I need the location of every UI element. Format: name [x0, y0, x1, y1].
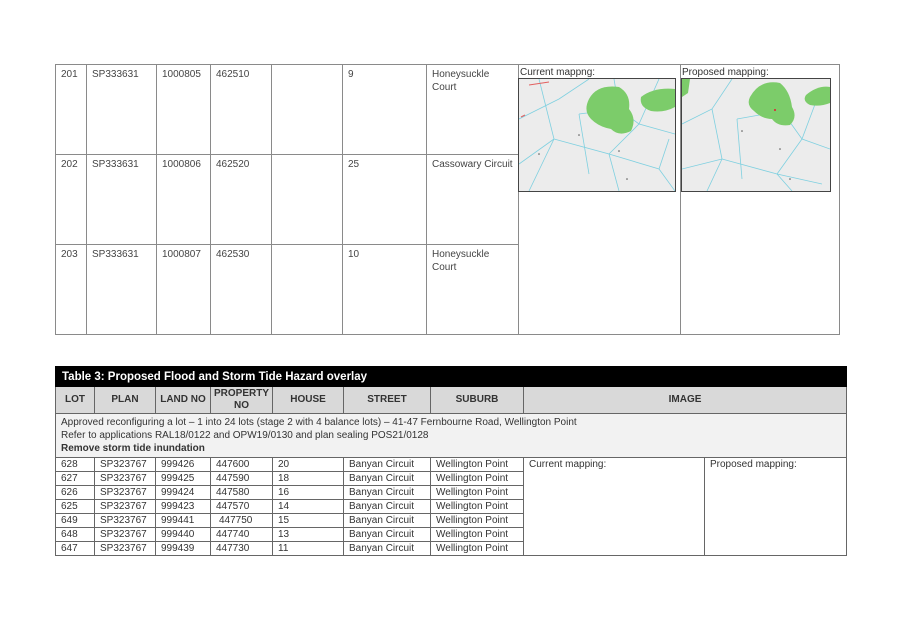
- suburb-cell: Wellington Point: [431, 514, 524, 528]
- land-no-cell: 999426: [156, 458, 211, 472]
- plan-cell: SP333631: [87, 65, 157, 155]
- property-no-cell: 462510: [211, 65, 272, 155]
- plan-cell: SP323767: [95, 500, 156, 514]
- current-map-image: [518, 78, 676, 192]
- plan-cell: SP333631: [87, 155, 157, 245]
- column-header-plan: PLAN: [95, 387, 156, 414]
- plan-cell: SP323767: [95, 528, 156, 542]
- house-cell: 14: [273, 500, 344, 514]
- table-header-row: [56, 387, 847, 414]
- current-map-drawing: [519, 79, 675, 191]
- application-note: [56, 414, 847, 458]
- street-cell: Banyan Circuit: [344, 472, 431, 486]
- house-cell: 13: [273, 528, 344, 542]
- suburb-cell: Wellington Point: [431, 458, 524, 472]
- land-no-cell: 1000806: [157, 155, 211, 245]
- property-no-cell: 462520: [211, 155, 272, 245]
- current-mapping-cell: [524, 458, 705, 556]
- house-cell: 18: [273, 472, 344, 486]
- land-no-cell: 1000805: [157, 65, 211, 155]
- property-no-cell: 462530: [211, 245, 272, 335]
- table-title: Table 3: Proposed Flood and Storm Tide Hazard overlay: [56, 367, 847, 387]
- street-cell: Honeysuckle Court: [427, 245, 519, 335]
- note-line-2: Refer to applications RAL18/0122 and OPW19/0130 and plan sealing POS21/0128: [61, 430, 429, 441]
- suburb-cell: Wellington Point: [431, 542, 524, 556]
- land-no-cell: 999441: [156, 514, 211, 528]
- note-line-1: Approved reconfiguring a lot – 1 into 24 lots (stage 2 with 4 balance lots) – 41-47 Fernbourne Road, Wellington Point: [61, 417, 577, 428]
- note-line-3: Remove storm tide inundation: [61, 443, 205, 454]
- plan-cell: SP323767: [95, 514, 156, 528]
- column-header-house: HOUSE: [273, 387, 344, 414]
- lot-cell: 647: [56, 542, 95, 556]
- table-3: [55, 366, 847, 556]
- house-cell: 25: [343, 155, 427, 245]
- application-note-row: [56, 414, 847, 458]
- lot-cell: 625: [56, 500, 95, 514]
- proposed-map-image: [681, 78, 831, 192]
- plan-cell: SP323767: [95, 542, 156, 556]
- plan-cell: SP323767: [95, 486, 156, 500]
- land-no-cell: 999425: [156, 472, 211, 486]
- column-header-property-no: PROPERTY NO: [211, 387, 273, 414]
- proposed-mapping-cell: [705, 458, 847, 556]
- property-no-cell: 447570: [211, 500, 273, 514]
- column-header-street: STREET: [344, 387, 431, 414]
- empty-cell: [272, 245, 343, 335]
- empty-cell: [272, 155, 343, 245]
- house-cell: 11: [273, 542, 344, 556]
- street-cell: Banyan Circuit: [344, 514, 431, 528]
- suburb-cell: Wellington Point: [431, 528, 524, 542]
- empty-cell: [272, 65, 343, 155]
- proposed-mapping-caption: Proposed mapping:: [710, 459, 797, 470]
- column-header-lot: LOT: [56, 387, 95, 414]
- land-no-cell: 999439: [156, 542, 211, 556]
- lot-cell: 203: [56, 245, 87, 335]
- property-no-cell: 447600: [211, 458, 273, 472]
- plan-cell: SP323767: [95, 472, 156, 486]
- lot-cell: 626: [56, 486, 95, 500]
- plan-cell: SP323767: [95, 458, 156, 472]
- street-cell: Cassowary Circuit: [427, 155, 519, 245]
- property-no-cell: 447740: [211, 528, 273, 542]
- property-no-cell: 447750: [211, 514, 273, 528]
- house-cell: 16: [273, 486, 344, 500]
- lot-cell: 627: [56, 472, 95, 486]
- land-no-cell: 999424: [156, 486, 211, 500]
- suburb-cell: Wellington Point: [431, 486, 524, 500]
- table-row: [56, 458, 847, 472]
- suburb-cell: Wellington Point: [431, 472, 524, 486]
- proposed-mapping-caption: Proposed mapping:: [682, 67, 769, 78]
- lot-cell: 202: [56, 155, 87, 245]
- street-cell: Banyan Circuit: [344, 500, 431, 514]
- lot-cell: 628: [56, 458, 95, 472]
- house-cell: 9: [343, 65, 427, 155]
- house-cell: 10: [343, 245, 427, 335]
- street-cell: Honeysuckle Court: [427, 65, 519, 155]
- land-no-cell: 1000807: [157, 245, 211, 335]
- column-header-image: IMAGE: [524, 387, 847, 414]
- column-header-suburb: SUBURB: [431, 387, 524, 414]
- property-no-cell: 447580: [211, 486, 273, 500]
- current-mapping-caption: Current mappng:: [520, 67, 596, 78]
- lot-cell: 648: [56, 528, 95, 542]
- plan-cell: SP333631: [87, 245, 157, 335]
- street-cell: Banyan Circuit: [344, 528, 431, 542]
- lot-cell: 649: [56, 514, 95, 528]
- street-cell: Banyan Circuit: [344, 486, 431, 500]
- property-no-cell: 447590: [211, 472, 273, 486]
- suburb-cell: Wellington Point: [431, 500, 524, 514]
- street-cell: Banyan Circuit: [344, 458, 431, 472]
- land-no-cell: 999440: [156, 528, 211, 542]
- house-cell: 15: [273, 514, 344, 528]
- street-cell: Banyan Circuit: [344, 542, 431, 556]
- house-cell: 20: [273, 458, 344, 472]
- column-header-land-no: LAND NO: [156, 387, 211, 414]
- property-no-cell: 447730: [211, 542, 273, 556]
- land-no-cell: 999423: [156, 500, 211, 514]
- current-mapping-caption: Current mapping:: [529, 459, 607, 470]
- lot-cell: 201: [56, 65, 87, 155]
- proposed-map-drawing: [682, 79, 830, 191]
